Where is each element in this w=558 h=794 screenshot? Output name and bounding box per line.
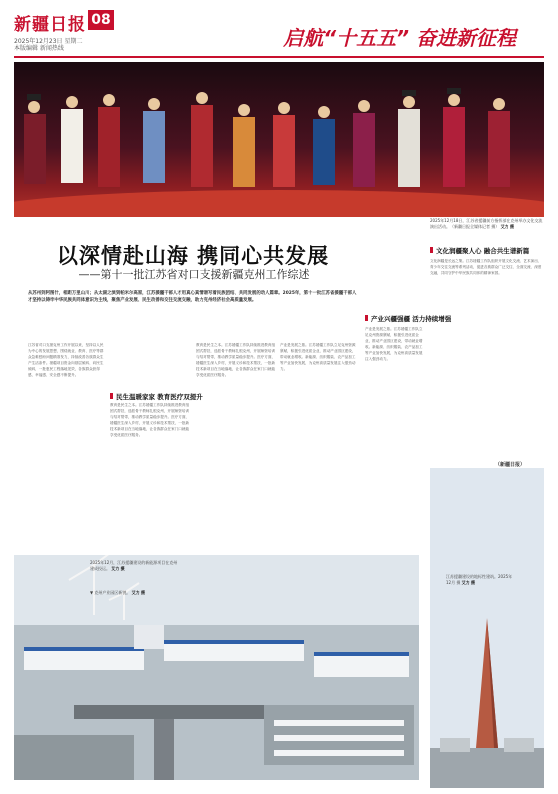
top-photo-caption <box>430 218 544 230</box>
page-number: 08 <box>88 10 114 30</box>
section-title-1: 民生温暖家家 教育医疗双提升 <box>110 392 210 401</box>
stage-performance-image <box>14 62 544 217</box>
top-photographer: 艾力 摄 <box>500 224 514 229</box>
bottom-caption-1-text: 2025年12月，江苏援疆建设的新能源项目在克州建成投运。 <box>90 560 178 571</box>
headline: 以深情赴山海 携同心共发展 <box>56 243 330 268</box>
section-body-2: 产业是发展之基。江苏援疆工作队立足克州资源禀赋，积极引进优质企业，推动产业园区建设，带动就业增收。新能源、纺织服装、农产品加工等产业加快发展，为克州高质量发展注入强劲动力。 <box>365 327 423 361</box>
section-body-1: 教育是民生之本。江苏援疆工作队持续推进教育组团式帮扶，选派骨干教师扎根克州，开展师资培训与结对帮带，推动教学质量稳步提升。医疗方面，援疆医生深入乡村，开展义诊和技术帮扶，一批新技术新项目在当地落地，让各族群众在家门口就能享受优质医疗服务。 <box>110 403 190 437</box>
paper-name: 新疆日报 <box>14 15 86 35</box>
right-caption-text: 江苏援疆建设的地标性建筑。2025年12月 摄 <box>446 574 513 585</box>
article-author: （新疆日报） <box>495 462 526 468</box>
top-photo <box>14 62 544 217</box>
bottom-photographer-1: 艾力 摄 <box>111 566 125 571</box>
section-body-3: 文化润疆是长远之策。江苏援疆工作队组织开展文化交流、艺术演出、青少年交往交流等系列活动，促进各族群众广泛交往、全面交流、深度交融，共同守护中华民族共同体的精神家园。 <box>430 259 542 275</box>
bottom-photo <box>14 555 419 780</box>
bottom-caption-2 <box>90 590 180 596</box>
body-col-4: 产业是发展之基。江苏援疆工作队立足克州资源禀赋，积极引进优质企业，推动产业园区建设，带动就业增收。新能源、纺织服装、农产品加工等产业加快发展，为克州高质量发展注入强劲动力。 <box>280 343 356 371</box>
right-photo <box>430 468 544 788</box>
body-col-1: 江苏省对口支援克州工作开展以来，坚持以人民为中心的发展思想，围绕就业、教育、医疗等群众急难愁盼问题精准发力，持续改善各族群众生产生活条件。援疆项目资金向基层倾斜、向民生倾斜，一批惠民工程落地见效，各族群众获得感、幸福感、安全感不断提升。 <box>28 343 104 377</box>
slogan: 启航“十五五” 奋进新征程 <box>283 26 516 50</box>
body-col-3: 教育是民生之本。江苏援疆工作队持续推进教育组团式帮扶，选派骨干教师扎根克州，开展师资培训与结对帮带，推动教学质量稳步提升。医疗方面，援疆医生深入乡村，开展义诊和技术帮扶，一批新技术新项目在当地落地，让各族群众在家门口就能享受优质医疗服务。 <box>196 343 276 377</box>
masthead-meta <box>14 38 82 52</box>
right-photographer: 艾力 摄 <box>461 580 476 585</box>
section-title-3: 文化润疆聚人心 融合共生谱新篇 <box>430 246 544 255</box>
section-title-2: 产业兴疆强疆 活力持续增强 <box>365 314 465 323</box>
bottom-caption-1 <box>90 560 180 572</box>
right-photo-caption <box>446 574 516 586</box>
bottom-caption-2-text: ▼ 克州产业园区新貌。 <box>90 590 131 595</box>
monument-image <box>430 468 544 788</box>
meta-editor: 本版编辑 新闻热线 <box>14 45 64 52</box>
masthead <box>14 8 546 56</box>
industrial-park-image <box>14 555 419 780</box>
meta-date: 2025年12月23日 星期二 <box>14 38 83 45</box>
masthead-rule <box>14 56 544 58</box>
subheadline: ——第十一批江苏省对口支援新疆克州工作综述 <box>78 268 310 281</box>
top-caption-text: 2025年12月18日，江苏省援疆前方指挥部在克州举办文化交流演出活动。（新疆日报全媒体记者 摄） <box>430 218 543 229</box>
bottom-photographer-2: 艾力 摄 <box>131 590 146 595</box>
article-lead: 从苏州到阿图什，相距万里山川；从太湖之滨到帕米尔高原，江苏援疆干部人才用真心真情谱写着民族团结、共同发展的动人篇章。2025年，第十一批江苏省援疆干部人才坚持以铸牢中华民族共同体意识为主线，聚焦产业发展、民生改善和交往交流交融，助力克州经济社会高质量发展。 <box>28 291 357 303</box>
